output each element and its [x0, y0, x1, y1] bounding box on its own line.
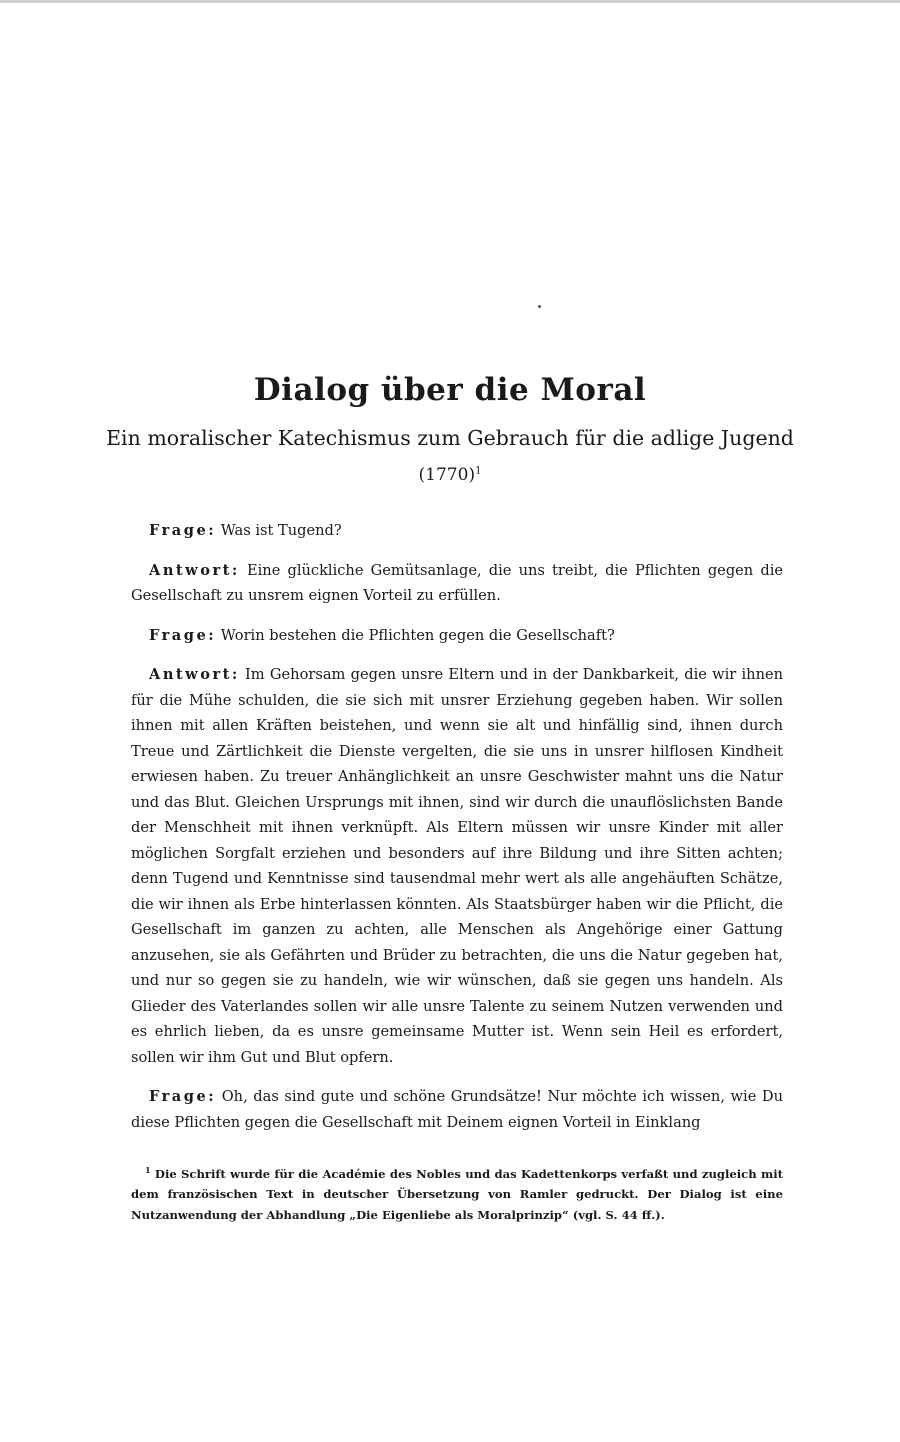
footnote-ref: 1 [475, 465, 482, 477]
paragraph-text: Eine glückliche Gemütsanlage, die uns treibt, die Pflichten gegen die Gesellschaft zu unsrem eignen Vorteil zu erfüllen. [131, 561, 784, 604]
paragraph-text: Oh, das sind gute und schöne Grundsätze! Nur möchte ich wissen, wie Du diese Pflichten gegen die Gesellschaft mit Deinem eignen Vorteil in Einklang [131, 1088, 783, 1131]
year-text: (1770) [418, 465, 476, 485]
paragraph-text: Worin bestehen die Pflichten gegen die Gesellschaft? [220, 626, 615, 644]
paragraph-text: Was ist Tugend? [220, 522, 342, 539]
dialog-paragraph [131, 558, 783, 609]
dialog-paragraph [131, 662, 783, 1070]
year-line [0, 465, 900, 485]
footnote [131, 1160, 783, 1225]
dialog-paragraph [131, 518, 783, 544]
dialog-paragraph [131, 1084, 783, 1135]
footnote-text: Die Schrift wurde für die Académie des Nobles und das Kadettenkorps verfaßt und zugleich mit dem französischen Text in deutscher Übersetzung von Ramler gedruckt. Der Dialog ist eine Nutzanwendung der Abhandlung „Die Eigenliebe als Moralprinzip“ (vgl. S. 44 ff.). [131, 1166, 783, 1222]
speaker-label: Frage: [149, 626, 217, 644]
dialog-body [131, 518, 783, 1149]
page-top-edge [0, 0, 900, 3]
footnote-marker: 1 [145, 1165, 151, 1175]
paragraph-text: Im Gehorsam gegen unsre Eltern und in der Dankbarkeit, die wir ihnen für die Mühe schulden, die sie sich mit unsrer Erziehung gegeben haben. Wir sollen ihnen mit allen Kräften beistehen, und wenn sie alt und hinfällig sind, ihnen durch Treue und Zärtlichkeit die Dienste vergelten, die sie uns in unsrer hilflosen Kindheit erwiesen haben. Zu treuer Anhänglichkeit an unsre Geschwister mahnt uns die Natur und das Blut. Gleichen Ursprungs mit ihnen, sind wir durch die unauflöslichsten Bande der Menschheit mit ihnen verknüpft. Als Eltern müssen wir unsre Kinder mit aller möglichen Sorgfalt erziehen und besonders auf ihre Bildung und ihre Sitten achten; denn Tugend und Kenntnisse sind tausendmal mehr wert als alle angehäuften Schätze, die wir ihnen als Erbe hinterlassen könnten. Als Staatsbürger haben wir die Pflicht, die Gesellschaft im ganzen zu achten, alle Menschen als Angehörige einer Gattung anzusehen, sie als Gefährten und Brüder zu betrachten, die uns die Natur gegeben hat, und nur so gegen sie zu handeln, wie wir wünschen, daß sie gegen uns handeln. Als Glieder des Vaterlandes sollen wir alle unsre Talente zu seinem Nutzen verwenden und es ehrlich lieben, da es unsre gemeinsame Mutter ist. Wenn sein Heil es erfordert, sollen wir ihm Gut und Blut opfern. [131, 666, 784, 1066]
speaker-label: Frage: [149, 522, 217, 539]
speaker-label: Frage: [149, 1088, 217, 1105]
page-title: Dialog über die Moral [253, 372, 647, 408]
page-speck [538, 305, 541, 308]
dialog-paragraph [131, 623, 783, 649]
speaker-label: Antwort: [149, 666, 240, 683]
page-subtitle: Ein moralischer Katechismus zum Gebrauch für die adlige Jugend [106, 426, 794, 450]
speaker-label: Antwort: [149, 561, 240, 579]
